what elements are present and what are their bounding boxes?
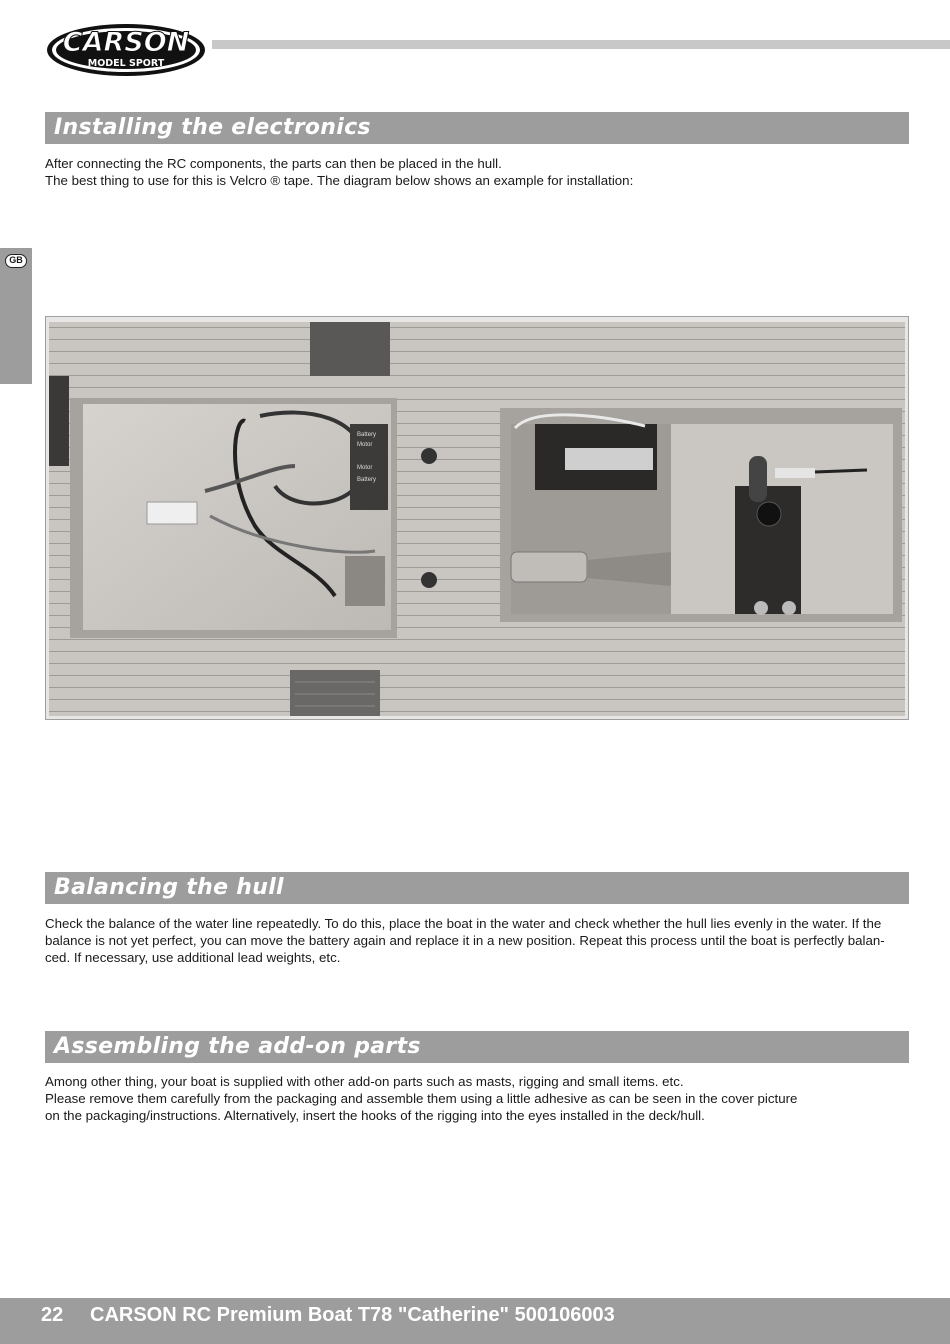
esc-label: Battery (357, 477, 377, 483)
paragraph-line: Please remove them carefully from the packaging and assemble them using a little adhesive as can be seen in the cover picture (45, 1091, 798, 1106)
paragraph-line: on the packaging/instructions. Alternatively, insert the hooks of the rigging into the eyes installed in the deck/hull. (45, 1108, 705, 1123)
electronics-paragraph (45, 155, 907, 189)
logo-text: CARSON (62, 27, 190, 58)
hull-installation-photo (45, 316, 909, 720)
section-heading-balancing (45, 872, 909, 904)
paragraph-line: ced. If necessary, use additional lead weights, etc. (45, 950, 341, 965)
heading-text: Balancing the hull (54, 875, 284, 900)
paragraph-line: After connecting the RC components, the parts can then be placed in the hull. (45, 156, 502, 171)
section-heading-electronics (45, 112, 909, 144)
heading-text: Assembling the add-on parts (54, 1034, 421, 1059)
esc-label: Motor (357, 442, 373, 448)
header-rule (212, 40, 950, 49)
heading-text: Installing the electronics (54, 115, 371, 140)
balancing-paragraph (45, 915, 907, 966)
logo-subtext: MODEL SPORT (87, 58, 165, 69)
carson-logo (44, 20, 208, 78)
esc-label: Motor (357, 465, 373, 471)
paragraph-line: Among other thing, your boat is supplied with other add-on parts such as masts, rigging and small items. etc. (45, 1074, 684, 1089)
paragraph-line: balance is not yet perfect, you can move the battery again and replace it in a new position. Repeat this process until the boat is perfectly balan- (45, 933, 885, 948)
page-footer (0, 1298, 950, 1344)
footer-title: CARSON RC Premium Boat T78 "Catherine" 500106003 (90, 1304, 615, 1326)
language-side-tab (0, 248, 32, 384)
esc-label: Battery (357, 432, 377, 438)
addons-paragraph (45, 1073, 907, 1124)
section-heading-addons (45, 1031, 909, 1063)
paragraph-line: The best thing to use for this is Velcro ® tape. The diagram below shows an example for installation: (45, 173, 634, 188)
page-number: 22 (41, 1304, 64, 1326)
language-badge: GB (5, 254, 27, 268)
paragraph-line: Check the balance of the water line repeatedly. To do this, place the boat in the water and check whether the hull lies evenly in the water. If the (45, 916, 882, 931)
